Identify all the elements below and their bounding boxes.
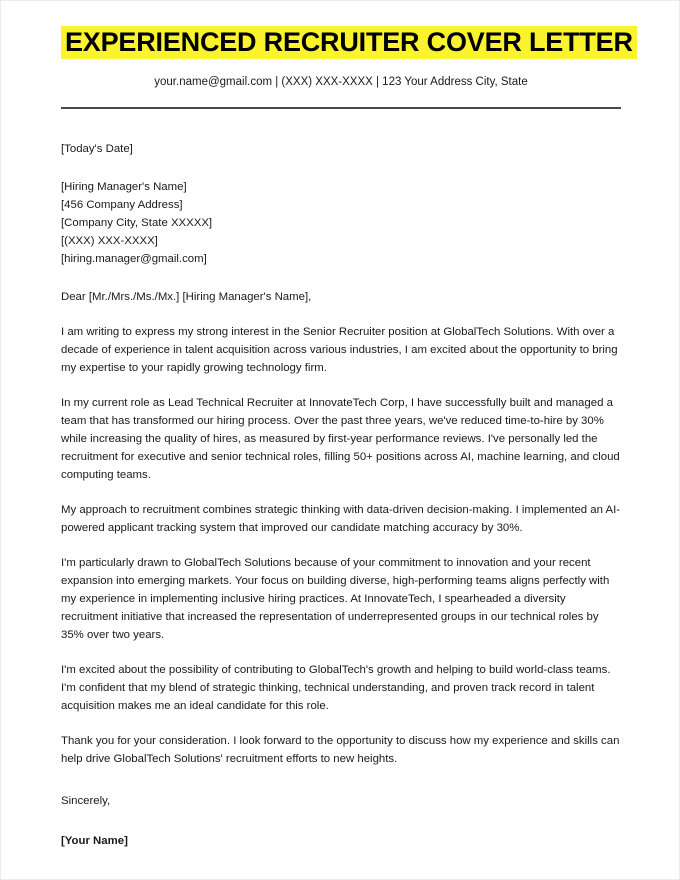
recipient-phone: [(XXX) XXX-XXXX] xyxy=(61,234,158,247)
letter-paragraph-3: My approach to recruitment combines strategic thinking with data-driven decision-making. I implemented an AI-powered applicant tracking system that improved our candidate matching accuracy by 30%. xyxy=(61,503,621,534)
sender-contact-line: your.name@gmail.com | (XXX) XXX-XXXX | 123 Your Address City, State xyxy=(154,75,528,88)
letter-closing-block xyxy=(61,792,621,850)
recipient-city-state-zip: [Company City, State XXXXX] xyxy=(61,216,213,229)
letter-content-area xyxy=(61,1,633,850)
letter-paragraph-6: Thank you for your consideration. I look forward to the opportunity to discuss how my experience and skills can help drive GlobalTech Solutions' recruitment efforts to new heights. xyxy=(61,735,620,766)
signer-name: [Your Name] xyxy=(61,835,128,848)
letter-paragraph-5: I'm excited about the possibility of contributing to GlobalTech's growth and helping to build world-class teams. I'm confident that my blend of strategic thinking, technical understanding, and proven track record in talent acquisition makes me an ideal candidate for this role. xyxy=(61,663,611,713)
closing-salutation: Sincerely, xyxy=(61,795,111,808)
letter-paragraph-4: I'm particularly drawn to GlobalTech Solutions because of your commitment to innovation and your recent expansion into emerging markets. Your focus on building diverse, high-performing teams aligns perfectly with my experience in implementing inclusive hiring practices. At InnovateTech, I spearheaded a diversity recruitment initiative that increased the representation of underrepresented groups in our technical roles by 35% over two years. xyxy=(61,556,610,641)
recipient-name: [Hiring Manager's Name] xyxy=(61,180,187,193)
letter-header xyxy=(61,1,633,109)
letter-paragraph-1: I am writing to express my strong interest in the Senior Recruiter position at GlobalTech Solutions. With over a decade of experience in talent acquisition across various industries, I am excited about the opportunity to bring my expertise to your rapidly growing technology firm. xyxy=(61,325,618,374)
recipient-street: [456 Company Address] xyxy=(61,198,183,211)
page-title-highlight: EXPERIENCED RECRUITER COVER LETTER xyxy=(61,26,637,59)
page-title xyxy=(61,25,633,60)
letter-date: [Today's Date] xyxy=(61,142,133,155)
recipient-address-block xyxy=(61,178,621,268)
recipient-email: [hiring.manager@gmail.com] xyxy=(61,252,207,265)
header-divider xyxy=(61,107,621,109)
letter-body xyxy=(61,117,621,850)
letter-salutation: Dear [Mr./Mrs./Ms./Mx.] [Hiring Manager's Name], xyxy=(61,290,312,303)
letter-paragraph-2: In my current role as Lead Technical Recruiter at InnovateTech Corp, I have successfully built and managed a team that has transformed our hiring process. Over the past three years, we've reduced time-to-hire by 30% while increasing the quality of hires, as measured by first-year performance reviews. I've personally led the recruitment for executive and senior technical roles, filling 50+ positions across AI, machine learning, and cloud computing teams. xyxy=(61,396,620,481)
